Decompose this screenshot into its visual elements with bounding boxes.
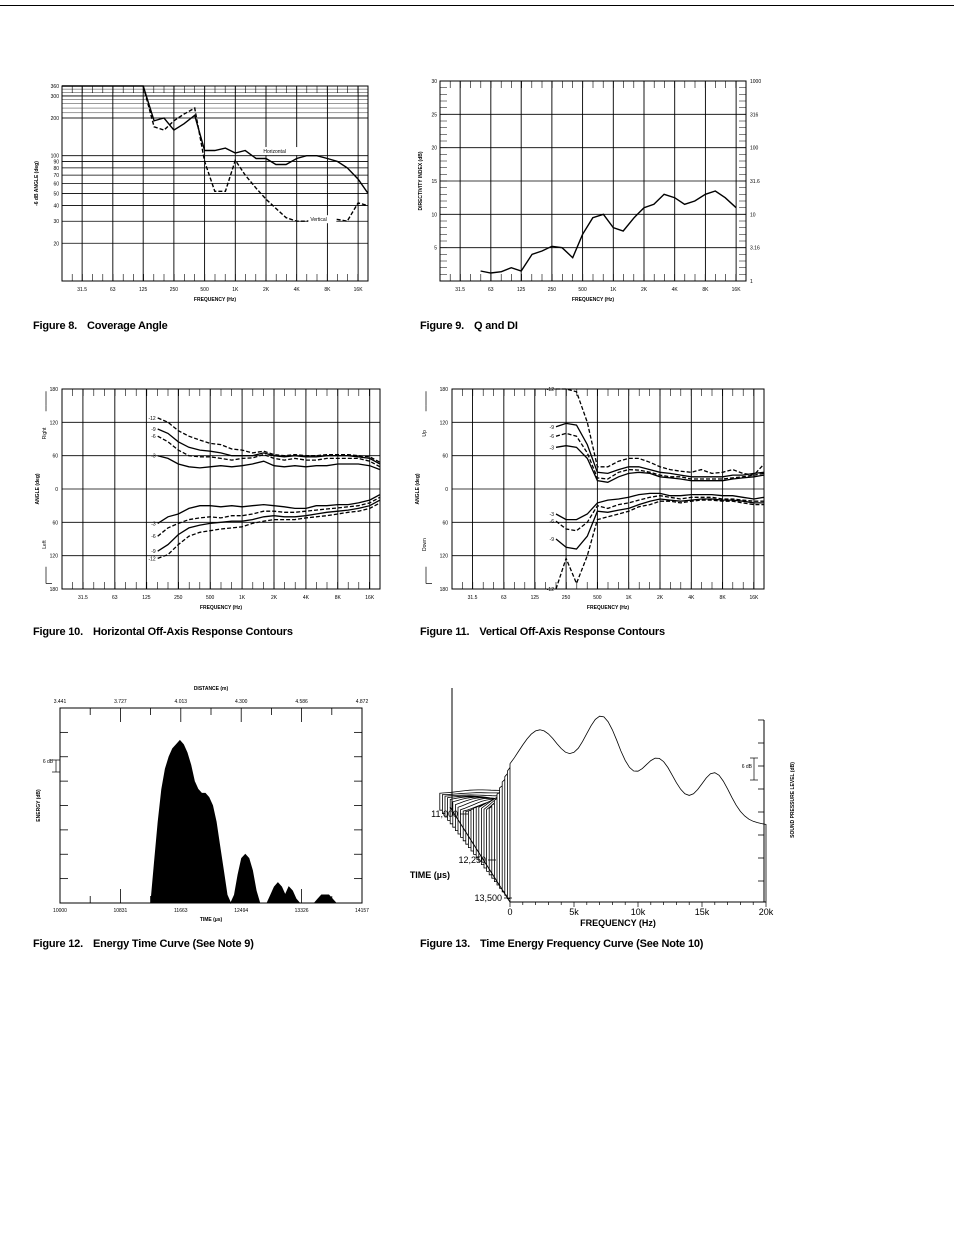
z-tick-label: 13,500 — [474, 893, 502, 903]
y-tick-label: 300 — [50, 93, 59, 100]
contour-label: -9 — [549, 537, 554, 543]
vertical-contour-chart — [410, 383, 780, 613]
scale-label: 6 dB — [741, 764, 752, 770]
figure-12 — [30, 680, 390, 925]
x-tick-label: 500 — [206, 595, 215, 601]
y-tick-label: 50 — [53, 191, 59, 198]
x-tick-label: 500 — [200, 287, 209, 293]
x-tick-label: 0 — [507, 907, 513, 917]
x-tick-label: 31.5 — [455, 287, 465, 293]
figure-10 — [30, 383, 390, 613]
side-label-upper: Up — [422, 430, 428, 437]
x-axis-title: FREQUENCY (Hz) — [199, 605, 243, 611]
horizontal-contour-chart — [30, 383, 390, 613]
x-tick-label: 8K — [702, 287, 709, 293]
x-tick-label: 250 — [169, 287, 179, 293]
caption-text: Vertical Off-Axis Response Contours — [479, 626, 665, 638]
x-tick-label: 5k — [569, 907, 579, 917]
contour-line — [158, 429, 380, 464]
y-tick-label: 20 — [431, 145, 437, 152]
x-tick-label: 16K — [353, 287, 363, 293]
y-tick-label: 360 — [50, 84, 59, 90]
figure-11 — [410, 383, 780, 613]
x2-tick-label: 4.586 — [295, 699, 308, 705]
caption-number: Figure 10. — [33, 626, 83, 638]
figure-9 — [410, 75, 790, 305]
x-tick-label: 125 — [139, 287, 148, 293]
y-tick-label: 120 — [49, 553, 58, 560]
x-tick-label: 63 — [501, 595, 507, 601]
x-tick-label: 16K — [749, 595, 759, 601]
y-tick-label: 100 — [50, 153, 59, 160]
y-axis-title: ANGLE (deg) — [35, 473, 41, 505]
x-tick-label: 31.5 — [78, 595, 88, 601]
figure-10-caption — [33, 626, 293, 638]
y-tick-label: 40 — [53, 203, 59, 210]
x-tick-label: 125 — [530, 595, 539, 601]
series-vertical — [143, 86, 368, 224]
contour-label: -12 — [546, 587, 554, 593]
x-tick-label: 12494 — [234, 908, 249, 914]
contour-label: -12 — [546, 387, 554, 393]
y-tick-label: 60 — [52, 520, 58, 527]
coverage-angle-chart — [30, 78, 380, 308]
y-tick-label: 0 — [55, 487, 58, 493]
x-tick-label: 4K — [293, 287, 300, 293]
y-tick-label: 60 — [442, 453, 448, 460]
caption-text: Coverage Angle — [87, 320, 168, 332]
z-tick-label: 11,000 — [431, 809, 458, 819]
y-axis-title: ANGLE (deg) — [415, 473, 421, 505]
x-tick-label: 8K — [324, 287, 331, 293]
x-tick-label: 500 — [578, 287, 587, 293]
contour-line — [158, 436, 380, 467]
contour-label: -6 — [151, 534, 156, 541]
figure-8-caption — [33, 320, 168, 332]
contour-label: -3 — [549, 445, 554, 452]
y-tick-label: 180 — [49, 387, 58, 393]
x-tick-label: 2K — [270, 595, 278, 601]
y-tick-label: 60 — [53, 181, 59, 188]
vertical-label: Vertical — [310, 217, 327, 224]
z-axis-title: TIME (µs) — [409, 870, 450, 880]
waterfall-slice — [510, 716, 766, 902]
y-tick-label: 20 — [53, 241, 59, 248]
y-axis-title: ENERGY (dB) — [36, 789, 42, 822]
y-axis-title: SOUND PRESSURE LEVEL (dB) — [790, 762, 796, 838]
x-tick-label: 1K — [239, 595, 246, 601]
x-tick-label: 4K — [671, 287, 678, 293]
x-tick-label: 20k — [758, 907, 774, 917]
scale-label: 6 dB — [42, 759, 54, 765]
x2-tick-label: 4.013 — [174, 699, 188, 705]
y2-tick-label: 31.6 — [750, 179, 760, 185]
figure-11-caption — [420, 626, 665, 638]
y-tick-label: 30 — [431, 79, 437, 85]
caption-text: Horizontal Off-Axis Response Contours — [92, 626, 293, 638]
figure-13-caption — [420, 938, 703, 950]
x-tick-label: 8K — [719, 595, 726, 601]
x-tick-label: 2K — [262, 287, 270, 293]
side-label-lower: Left — [42, 540, 48, 549]
series-di — [481, 191, 736, 273]
y-tick-label: 90 — [53, 159, 59, 166]
contour-label: -3 — [549, 512, 554, 518]
y2-tick-label: 1000 — [750, 79, 762, 85]
energy-time-chart — [30, 680, 390, 925]
y-tick-label: 15 — [431, 179, 437, 185]
y-tick-label: 80 — [53, 165, 59, 172]
y2-tick-label: 316 — [750, 112, 759, 119]
x-tick-label: 4K — [302, 595, 309, 601]
caption-number: Figure 8. — [33, 320, 78, 332]
figure-12-caption — [33, 938, 254, 950]
x-axis-title: FREQUENCY (Hz) — [571, 297, 615, 303]
y-axis-title: DIRECTIVITY INDEX (dB) — [418, 151, 424, 211]
x-tick-label: 13326 — [294, 908, 309, 914]
figure-9-caption — [420, 320, 518, 332]
x-axis-title: FREQUENCY (Hz) — [586, 605, 630, 611]
x-axis-title: FREQUENCY (Hz) — [580, 918, 656, 928]
z-tick-label: 12,250 — [458, 855, 486, 865]
x-axis-title: FREQUENCY (Hz) — [193, 297, 237, 303]
contour-label: -3 — [151, 453, 156, 460]
x-tick-label: 31.5 — [467, 595, 478, 601]
y-tick-label: 5 — [434, 245, 437, 252]
x-tick-label: 15k — [694, 907, 710, 917]
figure-13 — [409, 680, 810, 928]
y-tick-label: 60 — [52, 453, 58, 460]
y-tick-label: 200 — [50, 115, 59, 122]
caption-number: Figure 13. — [420, 938, 470, 950]
x-tick-label: 250 — [561, 595, 571, 601]
y-tick-label: 180 — [439, 587, 448, 593]
x2-tick-label: 4.872 — [355, 699, 369, 705]
y-tick-label: 10 — [431, 212, 437, 219]
y-tick-label: 0 — [445, 487, 448, 493]
x-tick-label: 125 — [142, 595, 151, 601]
contour-label: -3 — [151, 521, 156, 528]
series-horizontal — [62, 86, 368, 193]
time-energy-frequency-chart — [409, 680, 810, 928]
caption-text: Q and DI — [474, 320, 518, 332]
contour-label: -12 — [148, 415, 156, 422]
x-tick-label: 1K — [625, 595, 632, 601]
y-axis-title: -6 dB ANGLE (deg) — [34, 161, 40, 206]
horizontal-label: Horizontal — [263, 149, 286, 156]
x-tick-label: 10000 — [53, 908, 67, 914]
x-tick-label: 16K — [365, 595, 375, 601]
x-tick-label: 16K — [731, 287, 741, 293]
y-tick-label: 30 — [53, 219, 59, 226]
x-tick-label: 1K — [610, 287, 617, 293]
contour-label: -6 — [151, 434, 156, 441]
contour-label: -12 — [148, 556, 156, 563]
contour-label: -6 — [549, 519, 554, 526]
x-tick-label: 2K — [640, 287, 648, 293]
y-tick-label: 180 — [439, 387, 448, 393]
caption-number: Figure 9. — [420, 320, 465, 332]
x-tick-label: 2K — [656, 595, 664, 601]
x-tick-label: 8K — [334, 595, 341, 601]
q-di-chart — [410, 75, 790, 305]
x-axis-title: TIME (µs) — [199, 917, 223, 923]
x2-axis-title: DISTANCE (m) — [193, 686, 229, 692]
x-tick-label: 4K — [688, 595, 695, 601]
x-tick-label: 31.5 — [77, 287, 87, 293]
y2-tick-label: 100 — [750, 145, 759, 152]
caption-text: Time Energy Frequency Curve (See Note 10) — [479, 938, 704, 950]
x-tick-label: 11663 — [174, 908, 188, 914]
x2-tick-label: 3.727 — [114, 699, 127, 705]
top-rule — [0, 5, 954, 6]
side-label-upper: Right — [42, 427, 48, 440]
x-tick-label: 10k — [630, 907, 646, 917]
energy-area — [151, 741, 340, 904]
y2-tick-label: 10 — [750, 212, 756, 219]
x-tick-label: 14157 — [355, 908, 369, 914]
x-tick-label: 63 — [488, 287, 494, 293]
x-tick-label: 500 — [593, 595, 602, 601]
caption-number: Figure 11. — [420, 626, 470, 638]
y-tick-label: 120 — [49, 420, 58, 427]
contour-label: -9 — [151, 549, 156, 556]
x-tick-label: 125 — [517, 287, 526, 293]
x-tick-label: 63 — [110, 287, 116, 293]
caption-number: Figure 12. — [33, 938, 83, 950]
x-tick-label: 10831 — [113, 908, 128, 914]
x-tick-label: 1K — [232, 287, 239, 293]
contour-line — [158, 456, 380, 470]
x2-tick-label: 4.300 — [234, 699, 248, 705]
figure-8 — [30, 78, 380, 308]
x-tick-label: 250 — [174, 595, 183, 601]
x-tick-label: 250 — [547, 287, 557, 293]
contour-label: -6 — [549, 434, 554, 441]
side-label-lower: Down — [422, 538, 428, 551]
contour-label: -9 — [151, 427, 156, 433]
y-tick-label: 180 — [49, 587, 58, 593]
y-tick-label: 60 — [442, 520, 448, 527]
x-tick-label: 63 — [112, 595, 118, 601]
y-tick-label: 120 — [439, 420, 448, 427]
caption-text: Energy Time Curve (See Note 9) — [92, 938, 254, 950]
y-tick-label: 70 — [53, 173, 59, 180]
contour-label: -9 — [549, 424, 554, 431]
y2-tick-label: 1 — [750, 279, 753, 285]
x2-tick-label: 3.441 — [53, 699, 67, 705]
y2-tick-label: 3.16 — [750, 245, 760, 252]
y-tick-label: 25 — [431, 112, 437, 119]
y-tick-label: 120 — [439, 553, 448, 560]
